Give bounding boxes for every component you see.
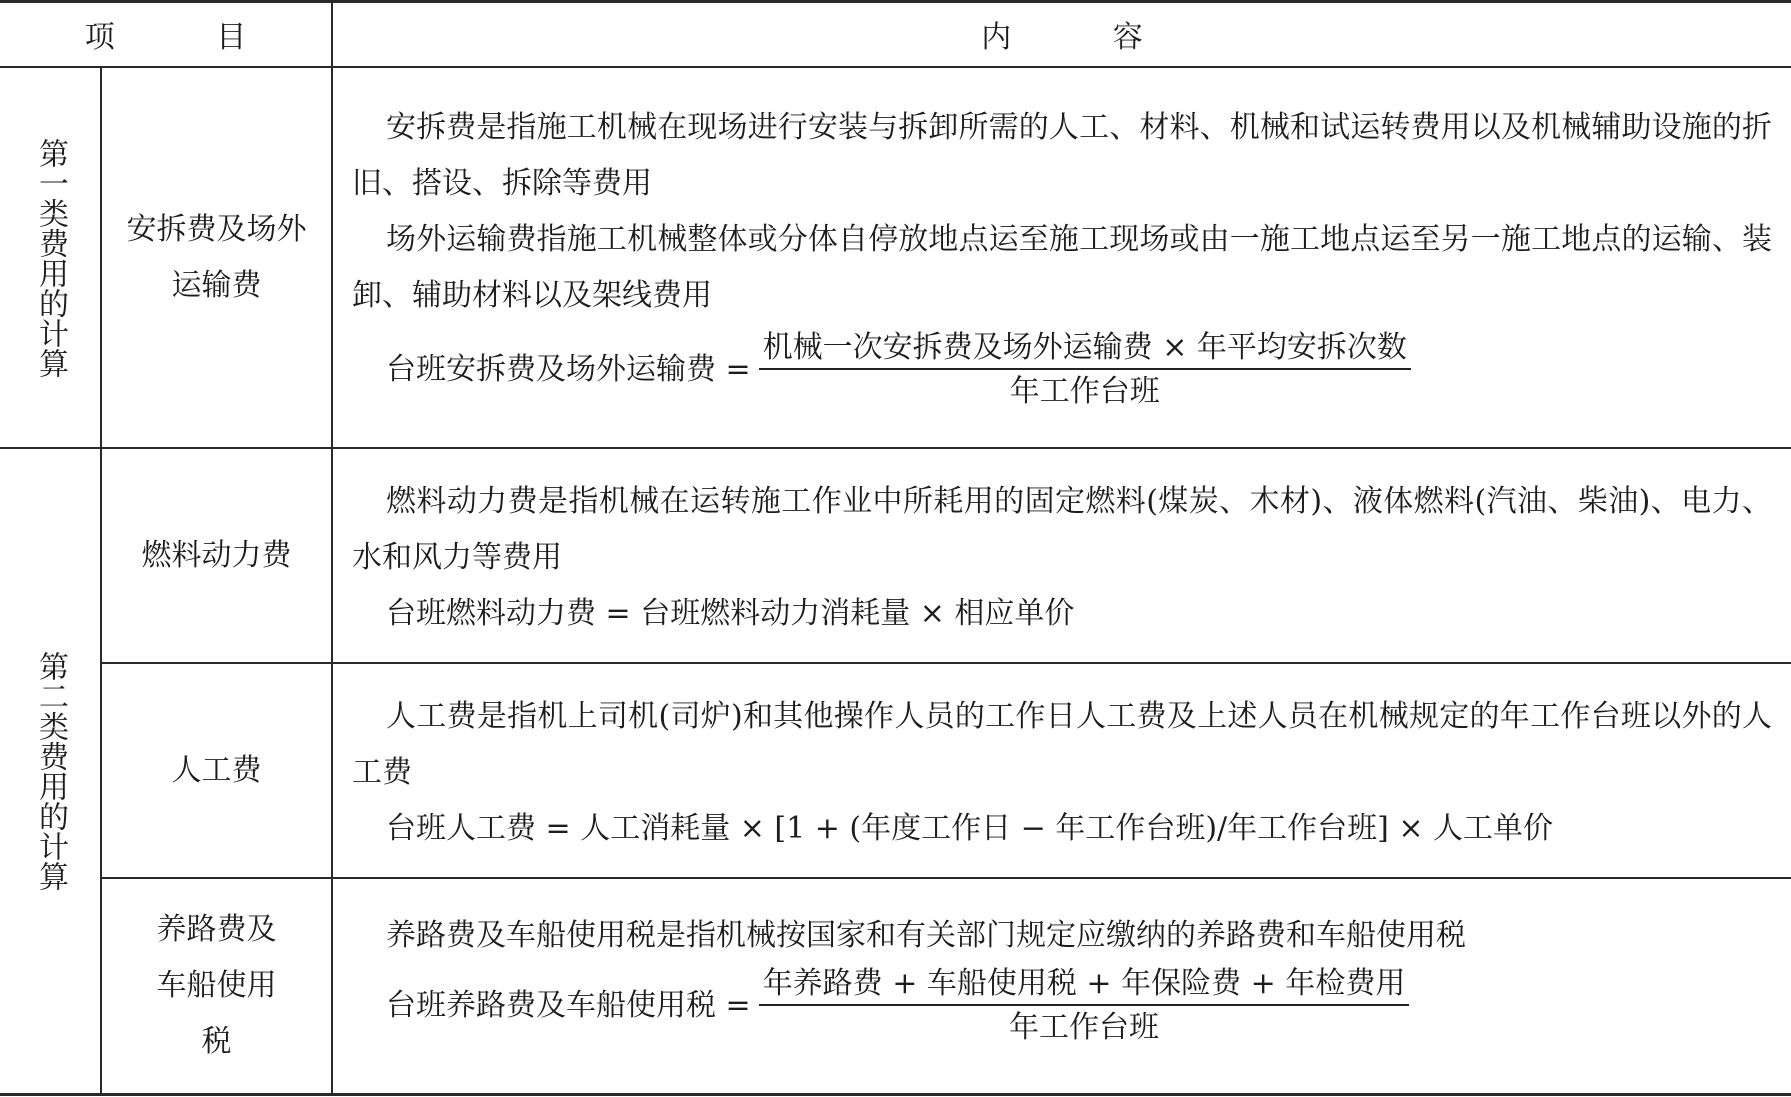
- group-label-second: [0, 449, 100, 1093]
- row-divider-fuel: [100, 662, 1791, 664]
- header-item: [0, 2, 331, 66]
- group-label-text: 第一类费用的计算: [33, 137, 68, 378]
- content-paragraph: 安拆费是指施工机械在现场进行安装与拆卸所需的人工、材料、机械和试运转费用以及机械辅助设施的折旧、搭设、拆除等费用: [352, 110, 1772, 201]
- item-label: 人工费: [171, 752, 262, 788]
- table-bottom-border: [0, 1093, 1791, 1096]
- content-cell: [352, 908, 1772, 1048]
- header-content: [333, 2, 1791, 66]
- item-cell: [102, 664, 331, 877]
- formula: [352, 328, 1772, 412]
- content-paragraph: 养路费及车船使用税是指机械按国家和有关部门规定应缴纳的养路费和车船使用税: [386, 918, 1466, 953]
- formula-lhs: 台班安拆费及场外运输费 =: [386, 352, 751, 387]
- fraction-numerator: 机械一次安拆费及场外运输费 × 年平均安拆次数: [759, 328, 1411, 370]
- header-content-label: 内 容: [981, 20, 1189, 55]
- item-cell: [102, 449, 331, 662]
- group-label-first: [0, 68, 100, 447]
- fraction-denominator: 年工作台班: [1009, 1010, 1159, 1045]
- item-cell: [102, 68, 331, 447]
- content-column-divider: [331, 0, 333, 1094]
- content-cell: [352, 100, 1772, 412]
- item-label: 燃料动力费: [141, 537, 292, 573]
- item-cell: [102, 879, 331, 1093]
- content-paragraph: 燃料动力费是指机械在运转施工作业中所耗用的固定燃料(煤炭、木材)、液体燃料(汽油、柴油)、电力、水和风力等费用: [352, 484, 1772, 575]
- item-label: 安拆费及场外运输费: [126, 211, 307, 303]
- fraction: [759, 328, 1411, 412]
- formula: 台班燃料动力费 = 台班燃料动力消耗量 × 相应单价: [386, 596, 1075, 631]
- row-divider-labor: [100, 877, 1791, 879]
- formula: [352, 964, 1772, 1048]
- content-cell: [352, 689, 1772, 857]
- item-label: 养路费及车船使用税: [156, 912, 277, 1059]
- fraction-numerator: 年养路费 + 车船使用税 + 年保险费 + 年检费用: [759, 964, 1410, 1006]
- header-item-label: 项 目: [84, 20, 293, 55]
- formula-lhs: 台班养路费及车船使用税 =: [386, 988, 751, 1023]
- fraction: [759, 964, 1410, 1048]
- group-label-text: 第二类费用的计算: [33, 651, 68, 891]
- content-paragraph: 场外运输费指施工机械整体或分体自停放地点运至施工现场或由一施工地点运至另一施工地点的运输、装卸、辅助材料以及架线费用: [352, 222, 1772, 313]
- content-cell: [352, 474, 1772, 642]
- formula: 台班人工费 = 人工消耗量 × [1 + (年度工作日 − 年工作台班)/年工作台班] × 人工单价: [386, 811, 1554, 846]
- fraction-denominator: 年工作台班: [1009, 374, 1160, 409]
- content-paragraph: 人工费是指机上司机(司炉)和其他操作人员的工作日人工费及上述人员在机械规定的年工作台班以外的人工费: [352, 699, 1772, 790]
